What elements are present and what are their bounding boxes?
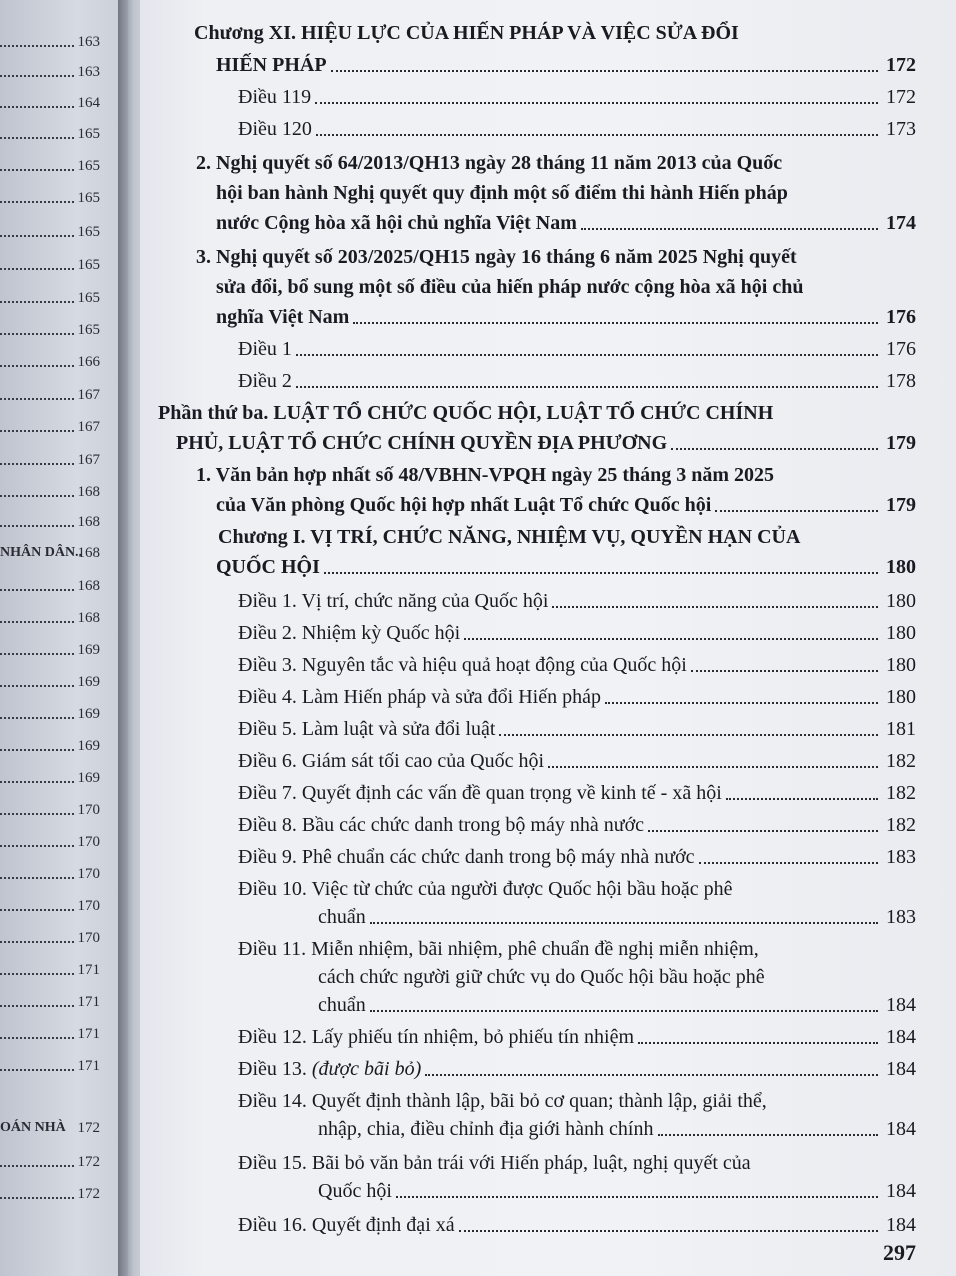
left-page-entry xyxy=(0,288,104,308)
toc-entry-text: Điều 2. Nhiệm kỳ Quốc hội xyxy=(238,622,461,644)
toc-entry-page: 184 xyxy=(886,994,916,1016)
toc-entry-text: HIẾN PHÁP xyxy=(216,54,327,76)
leader-dots xyxy=(0,653,74,655)
toc-entry xyxy=(238,1054,916,1084)
left-page-entry xyxy=(0,608,104,628)
toc-entry xyxy=(238,618,916,648)
toc-entry-text: Chương XI. HIỆU LỰC CỦA HIẾN PHÁP VÀ VIỆC SỬA ĐỔI xyxy=(194,22,739,44)
toc-entry xyxy=(238,1086,916,1116)
leader-dots xyxy=(0,365,74,367)
left-page-entry-page: 172 xyxy=(77,1120,100,1136)
toc-entry xyxy=(218,522,916,552)
left-page-entry-page: 163 xyxy=(77,34,100,50)
toc-entry xyxy=(194,18,916,48)
left-page-entry xyxy=(0,255,104,275)
toc-entry-text: 3. Nghị quyết số 203/2025/QH15 ngày 16 tháng 6 năm 2025 Nghị quyết xyxy=(196,246,797,268)
toc-page xyxy=(140,0,956,1276)
toc-entry-page: 180 xyxy=(886,654,916,676)
left-page-entry-page: 170 xyxy=(77,802,100,818)
toc-entry-text: Điều 1 xyxy=(238,338,292,360)
toc-entry xyxy=(216,50,916,80)
leader-dots xyxy=(0,430,74,432)
toc-entry-text: nghĩa Việt Nam xyxy=(216,306,350,328)
toc-entry-italic: (được bãi bỏ) xyxy=(311,1058,422,1080)
left-page-entry xyxy=(0,1118,104,1138)
toc-entry-text: Điều 13. (được bãi bỏ) xyxy=(238,1058,422,1080)
left-page-entry xyxy=(0,320,104,340)
leader-dots xyxy=(353,322,878,324)
left-page-entry xyxy=(0,1184,104,1204)
toc-entry-page: 173 xyxy=(886,118,916,140)
toc-entry-text: Điều 5. Làm luật và sửa đổi luật xyxy=(238,718,496,740)
left-page-entry xyxy=(0,800,104,820)
left-page-entry xyxy=(0,640,104,660)
leader-dots xyxy=(370,1010,878,1012)
leader-dots xyxy=(671,448,878,450)
leader-dots xyxy=(0,1165,74,1167)
left-page-entry xyxy=(0,672,104,692)
left-page-entry-page: 168 xyxy=(77,514,100,530)
toc-entry-text: Điều 16. Quyết định đại xá xyxy=(238,1214,455,1236)
toc-entry-page: 179 xyxy=(886,432,916,454)
leader-dots xyxy=(459,1230,878,1232)
toc-entry-text: cách chức người giữ chức vụ do Quốc hội bầu hoặc phê xyxy=(318,966,765,988)
left-page-entry-page: 163 xyxy=(77,64,100,80)
leader-dots xyxy=(0,877,74,879)
left-page-entry-page: 170 xyxy=(77,866,100,882)
left-page-entry xyxy=(0,928,104,948)
toc-entry xyxy=(196,148,916,178)
left-page-entry xyxy=(0,704,104,724)
toc-entry xyxy=(238,586,916,616)
left-page-entry xyxy=(0,864,104,884)
left-page-entry-page: 168 xyxy=(77,610,100,626)
toc-entry xyxy=(318,962,916,992)
toc-entry xyxy=(216,208,916,238)
leader-dots xyxy=(0,495,74,497)
toc-entry-text: Điều 3. Nguyên tắc và hiệu quả hoạt động của Quốc hội xyxy=(238,654,687,676)
toc-entry xyxy=(238,842,916,872)
toc-entry-text: chuẩn xyxy=(318,906,366,928)
toc-entry-text: Điều 6. Giám sát tối cao của Quốc hội xyxy=(238,750,545,772)
toc-entry-page: 183 xyxy=(886,906,916,928)
left-page-entry-page: 165 xyxy=(77,224,100,240)
left-page-entry-text: OÁN NHÀ xyxy=(0,1120,66,1135)
toc-entry xyxy=(238,366,916,396)
toc-entry xyxy=(238,778,916,808)
left-page-entry-page: 172 xyxy=(77,1154,100,1170)
toc-entry-text: chuẩn xyxy=(318,994,366,1016)
leader-dots xyxy=(715,510,878,512)
leader-dots xyxy=(726,798,878,800)
left-page-entry xyxy=(0,1056,104,1076)
left-page-entry xyxy=(0,960,104,980)
leader-dots xyxy=(0,75,74,77)
leader-dots xyxy=(0,525,74,527)
toc-entry xyxy=(238,810,916,840)
left-page-entry-page: 171 xyxy=(77,994,100,1010)
toc-entry-text: Điều 1. Vị trí, chức năng của Quốc hội xyxy=(238,590,549,612)
leader-dots xyxy=(658,1134,879,1136)
left-page-entry xyxy=(0,222,104,242)
leader-dots xyxy=(605,702,878,704)
toc-entry-text: nước Cộng hòa xã hội chủ nghĩa Việt Nam xyxy=(216,212,577,234)
left-page-entry xyxy=(0,188,104,208)
toc-entry xyxy=(238,650,916,680)
left-page-entry xyxy=(0,1024,104,1044)
leader-dots xyxy=(581,228,878,230)
toc-entry-text: 1. Văn bản hợp nhất số 48/VBHN-VPQH ngày 25 tháng 3 năm 2025 xyxy=(196,464,775,486)
left-page-entry-page: 166 xyxy=(77,354,100,370)
leader-dots xyxy=(0,781,74,783)
toc-entry xyxy=(216,552,916,582)
leader-dots xyxy=(0,909,74,911)
leader-dots xyxy=(0,106,74,108)
leader-dots xyxy=(0,1037,74,1039)
left-page-entry-page: 171 xyxy=(77,1058,100,1074)
toc-entry-text: Điều 14. Quyết định thành lập, bãi bỏ cơ quan; thành lập, giải thể, xyxy=(238,1090,767,1112)
toc-entry xyxy=(238,746,916,776)
toc-entry-text: 2. Nghị quyết số 64/2013/QH13 ngày 28 tháng 11 năm 2013 của Quốc xyxy=(196,152,783,174)
toc-entry-text: sửa đổi, bổ sung một số điều của hiến pháp nước cộng hòa xã hội chủ xyxy=(216,276,804,298)
leader-dots xyxy=(0,268,74,270)
leader-dots xyxy=(370,922,878,924)
left-page-entry xyxy=(0,543,104,563)
toc-entry xyxy=(238,874,916,904)
leader-dots xyxy=(0,301,74,303)
left-page-entry-page: 167 xyxy=(77,387,100,403)
toc-entry-page: 180 xyxy=(886,590,916,612)
left-page-entry xyxy=(0,512,104,532)
left-page-entry xyxy=(0,1152,104,1172)
left-page-entry-page: 165 xyxy=(77,322,100,338)
leader-dots xyxy=(0,398,74,400)
toc-entry-text: Phần thứ ba. LUẬT TỔ CHỨC QUỐC HỘI, LUẬT TỔ CHỨC CHÍNH xyxy=(158,402,774,424)
leader-dots xyxy=(0,235,74,237)
toc-entry-text: Điều 9. Phê chuẩn các chức danh trong bộ máy nhà nước xyxy=(238,846,695,868)
leader-dots xyxy=(315,102,878,104)
toc-entry-page: 180 xyxy=(886,686,916,708)
leader-dots xyxy=(0,1005,74,1007)
toc-entry-text: Điều 10. Việc từ chức của người được Quốc hội bầu hoặc phê xyxy=(238,878,733,900)
left-page-entry xyxy=(0,736,104,756)
toc-entry-page: 172 xyxy=(886,54,916,76)
toc-entry-page: 181 xyxy=(886,718,916,740)
left-page-entry-page: 169 xyxy=(77,642,100,658)
left-page-entry-page: 168 xyxy=(77,484,100,500)
leader-dots xyxy=(0,589,74,591)
toc-entry xyxy=(238,82,916,112)
left-page-entry-page: 168 xyxy=(77,545,100,561)
leader-dots xyxy=(324,572,878,574)
toc-entry-text: hội ban hành Nghị quyết quy định một số điểm thi hành Hiến pháp xyxy=(216,182,788,204)
leader-dots xyxy=(0,137,74,139)
left-page-entry-page: 172 xyxy=(77,1186,100,1202)
leader-dots xyxy=(331,70,878,72)
toc-entry-page: 183 xyxy=(886,846,916,868)
leader-dots xyxy=(0,813,74,815)
left-page-entry-page: 165 xyxy=(77,257,100,273)
toc-entry-page: 184 xyxy=(886,1214,916,1236)
leader-dots xyxy=(0,749,74,751)
toc-entry-text: QUỐC HỘI xyxy=(216,556,320,578)
toc-entry xyxy=(216,178,916,208)
leader-dots xyxy=(691,670,878,672)
leader-dots xyxy=(396,1196,878,1198)
toc-entry-page: 176 xyxy=(886,306,916,328)
leader-dots xyxy=(425,1074,878,1076)
toc-entry xyxy=(238,1148,916,1178)
leader-dots xyxy=(0,201,74,203)
toc-entry-text: PHỦ, LUẬT TỔ CHỨC CHÍNH QUYỀN ĐỊA PHƯƠNG xyxy=(176,432,668,454)
toc-entry-text: của Văn phòng Quốc hội hợp nhất Luật Tổ chức Quốc hội xyxy=(216,494,712,516)
left-page-entry-page: 165 xyxy=(77,290,100,306)
left-page-entry xyxy=(0,768,104,788)
facing-page-edge xyxy=(0,0,128,1276)
leader-dots xyxy=(0,45,74,47)
toc-entry-page: 179 xyxy=(886,494,916,516)
toc-entry-text: nhập, chia, điều chỉnh địa giới hành chính xyxy=(318,1118,654,1140)
leader-dots xyxy=(0,333,74,335)
toc-entry-page: 178 xyxy=(886,370,916,392)
left-page-entry xyxy=(0,385,104,405)
leader-dots xyxy=(0,941,74,943)
left-page-entry-page: 171 xyxy=(77,962,100,978)
leader-dots xyxy=(499,734,878,736)
left-page-entry xyxy=(0,896,104,916)
left-page-entry-page: 165 xyxy=(77,126,100,142)
left-page-entry xyxy=(0,124,104,144)
left-page-entry xyxy=(0,62,104,82)
toc-entry xyxy=(318,990,916,1020)
toc-entry-text: Điều 12. Lấy phiếu tín nhiệm, bỏ phiếu tín nhiệm xyxy=(238,1026,635,1048)
toc-entry-page: 180 xyxy=(886,556,916,578)
leader-dots xyxy=(0,717,74,719)
left-page-entry-page: 169 xyxy=(77,706,100,722)
left-page-entry-page: 170 xyxy=(77,834,100,850)
toc-entry xyxy=(238,682,916,712)
toc-entry xyxy=(158,398,916,428)
left-page-entry-page: 168 xyxy=(77,578,100,594)
toc-entry xyxy=(318,1114,916,1144)
toc-entry-page: 180 xyxy=(886,622,916,644)
toc-entry xyxy=(318,902,916,932)
toc-entry xyxy=(176,428,916,458)
left-page-entry-page: 169 xyxy=(77,738,100,754)
left-page-entry-page: 171 xyxy=(77,1026,100,1042)
leader-dots xyxy=(296,386,878,388)
toc-entry-page: 172 xyxy=(886,86,916,108)
leader-dots xyxy=(0,973,74,975)
toc-entry-text: Điều 120 xyxy=(238,118,312,140)
toc-entry-page: 182 xyxy=(886,814,916,836)
toc-entry-page: 176 xyxy=(886,338,916,360)
left-page-entry-text: NHÂN DÂN.. xyxy=(0,545,83,560)
left-page-entry-page: 170 xyxy=(77,898,100,914)
toc-entry-page: 184 xyxy=(886,1118,916,1140)
leader-dots xyxy=(0,845,74,847)
toc-entry xyxy=(196,242,916,272)
left-page-entry-page: 170 xyxy=(77,930,100,946)
leader-dots xyxy=(0,1197,74,1199)
left-page-entry xyxy=(0,93,104,113)
leader-dots xyxy=(552,606,878,608)
left-page-entry-page: 167 xyxy=(77,452,100,468)
toc-entry xyxy=(238,1210,916,1240)
toc-entry-text: Điều 7. Quyết định các vấn đề quan trọng về kinh tế - xã hội xyxy=(238,782,722,804)
toc-entry-text: Quốc hội xyxy=(318,1180,392,1202)
left-page-entry xyxy=(0,482,104,502)
left-page-entry xyxy=(0,576,104,596)
toc-entry xyxy=(238,114,916,144)
toc-entry-text: Điều 8. Bầu các chức danh trong bộ máy nhà nước xyxy=(238,814,645,836)
left-page-entry xyxy=(0,450,104,470)
leader-dots xyxy=(0,621,74,623)
toc-entry-page: 182 xyxy=(886,782,916,804)
left-page-entry xyxy=(0,32,104,52)
toc-entry-text: Chương I. VỊ TRÍ, CHỨC NĂNG, NHIỆM VỤ, QUYỀN HẠN CỦA xyxy=(218,526,801,548)
left-page-entry xyxy=(0,417,104,437)
left-page-entry-page: 169 xyxy=(77,770,100,786)
toc-entry xyxy=(238,934,916,964)
toc-entry xyxy=(238,1022,916,1052)
toc-entry-text: Điều 4. Làm Hiến pháp và sửa đổi Hiến pháp xyxy=(238,686,601,708)
leader-dots xyxy=(548,766,878,768)
left-page-entry xyxy=(0,352,104,372)
leader-dots xyxy=(316,134,878,136)
toc-entry-page: 184 xyxy=(886,1058,916,1080)
leader-dots xyxy=(699,862,878,864)
toc-entry xyxy=(216,302,916,332)
toc-entry xyxy=(196,460,916,490)
toc-entry xyxy=(238,334,916,364)
left-page-entry xyxy=(0,992,104,1012)
leader-dots xyxy=(296,354,878,356)
left-page-entry xyxy=(0,156,104,176)
leader-dots xyxy=(464,638,878,640)
left-page-entry-page: 167 xyxy=(77,419,100,435)
left-page-entry-page: 165 xyxy=(77,158,100,174)
toc-entry-text: Điều 2 xyxy=(238,370,292,392)
leader-dots xyxy=(638,1042,878,1044)
toc-entry xyxy=(216,272,916,302)
left-page-entry-page: 169 xyxy=(77,674,100,690)
page-number: 297 xyxy=(883,1240,916,1265)
toc-entry-page: 184 xyxy=(886,1026,916,1048)
toc-entry-page: 184 xyxy=(886,1180,916,1202)
leader-dots xyxy=(0,169,74,171)
left-page-entry xyxy=(0,832,104,852)
toc-entry-text: Điều 11. Miễn nhiệm, bãi nhiệm, phê chuẩn đề nghị miễn nhiệm, xyxy=(238,938,759,960)
toc-entry-page: 174 xyxy=(886,212,916,234)
leader-dots xyxy=(0,463,74,465)
leader-dots xyxy=(0,685,74,687)
toc-entry xyxy=(238,714,916,744)
toc-entry-text: Điều 15. Bãi bỏ văn bản trái với Hiến pháp, luật, nghị quyết của xyxy=(238,1152,751,1174)
leader-dots xyxy=(648,830,878,832)
toc-entry xyxy=(318,1176,916,1206)
toc-entry-page: 182 xyxy=(886,750,916,772)
left-page-entry-page: 165 xyxy=(77,190,100,206)
left-page-entry-page: 164 xyxy=(77,95,100,111)
leader-dots xyxy=(0,1069,74,1071)
toc-entry xyxy=(216,490,916,520)
toc-entry-text: Điều 119 xyxy=(238,86,312,108)
